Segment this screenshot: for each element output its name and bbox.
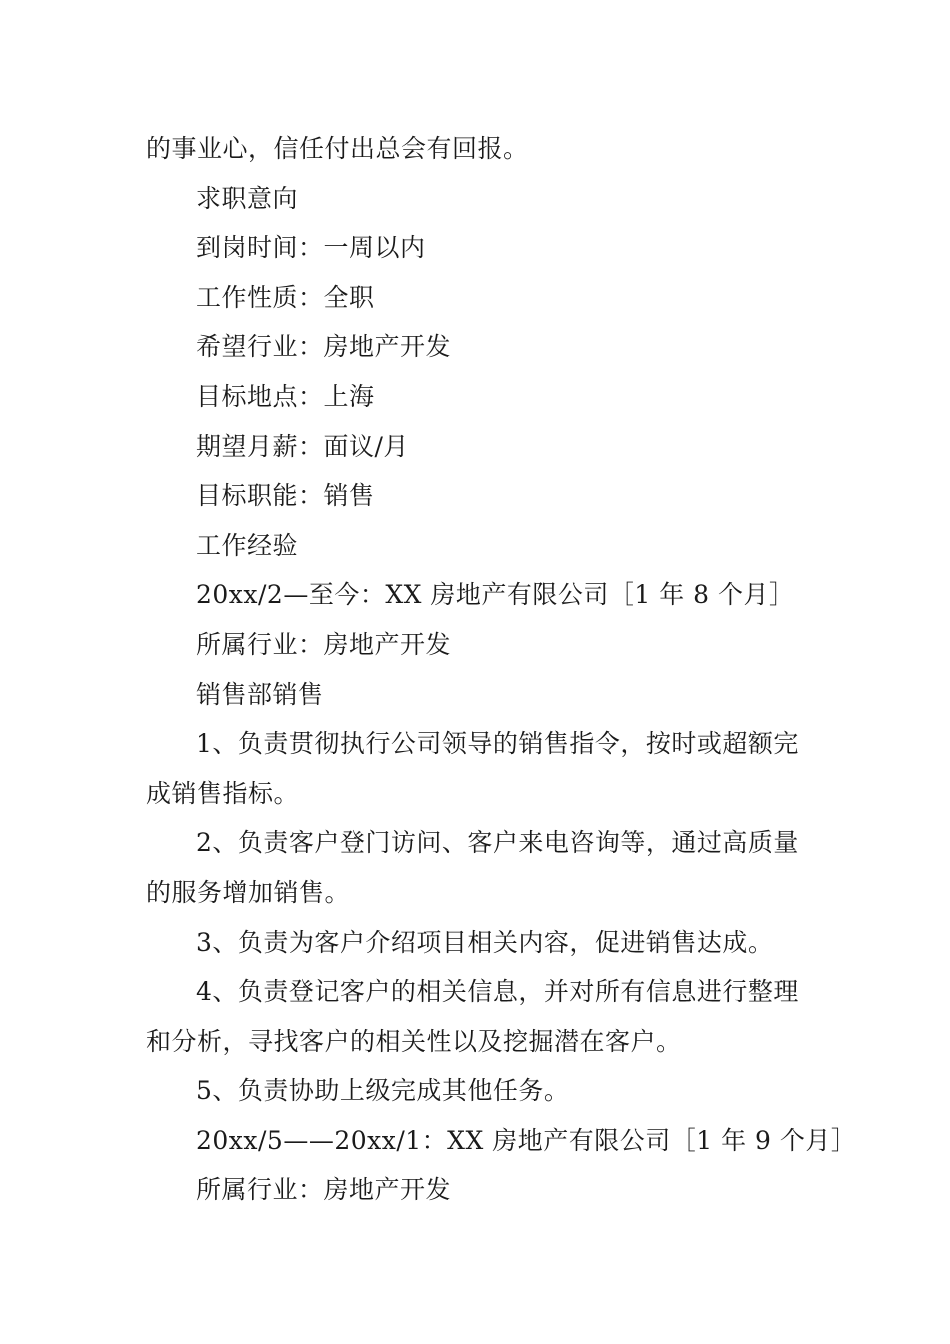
duty-item-2: 2、负责客户登门访问、客户来电咨询等，通过高质量 — [196, 828, 799, 858]
duty-item-3: 3、负责为客户介绍项目相关内容，促进销售达成。 — [196, 927, 774, 957]
text-line-continuation: 的事业心，信任付出总会有回报。 — [146, 134, 529, 163]
duty-item-1-continued: 成销售指标。 — [146, 778, 300, 808]
section-heading-job-intention: 求职意向 — [196, 183, 299, 213]
field-job-type: 工作性质：全职 — [196, 282, 375, 312]
field-target-function: 目标职能：销售 — [196, 481, 375, 511]
experience-entry-1-position: 销售部销售 — [196, 679, 324, 709]
field-target-location: 目标地点：上海 — [196, 381, 375, 411]
field-start-time: 到岗时间：一周以内 — [196, 233, 426, 263]
duty-item-1: 1、负责贯彻执行公司领导的销售指令，按时或超额完 — [196, 729, 799, 759]
experience-entry-2-period: 20xx/5——20xx/1：XX 房地产有限公司［1 年 9 个月］ — [196, 1125, 857, 1155]
experience-entry-2-industry: 所属行业：房地产开发 — [196, 1175, 452, 1205]
duty-item-2-continued: 的服务增加销售。 — [146, 877, 351, 907]
experience-entry-1-period: 20xx/2—至今：XX 房地产有限公司［1 年 8 个月］ — [196, 580, 795, 610]
field-expected-salary: 期望月薪：面议/月 — [196, 431, 409, 461]
document-body — [146, 124, 857, 1215]
duty-item-5: 5、负责协助上级完成其他任务。 — [196, 1076, 570, 1106]
duty-item-4: 4、负责登记客户的相关信息，并对所有信息进行整理 — [196, 977, 799, 1007]
section-heading-work-experience: 工作经验 — [196, 530, 299, 560]
duty-item-4-continued: 和分析，寻找客户的相关性以及挖掘潜在客户。 — [146, 1026, 682, 1056]
experience-entry-1-industry: 所属行业：房地产开发 — [196, 629, 452, 659]
field-desired-industry: 希望行业：房地产开发 — [196, 332, 452, 362]
